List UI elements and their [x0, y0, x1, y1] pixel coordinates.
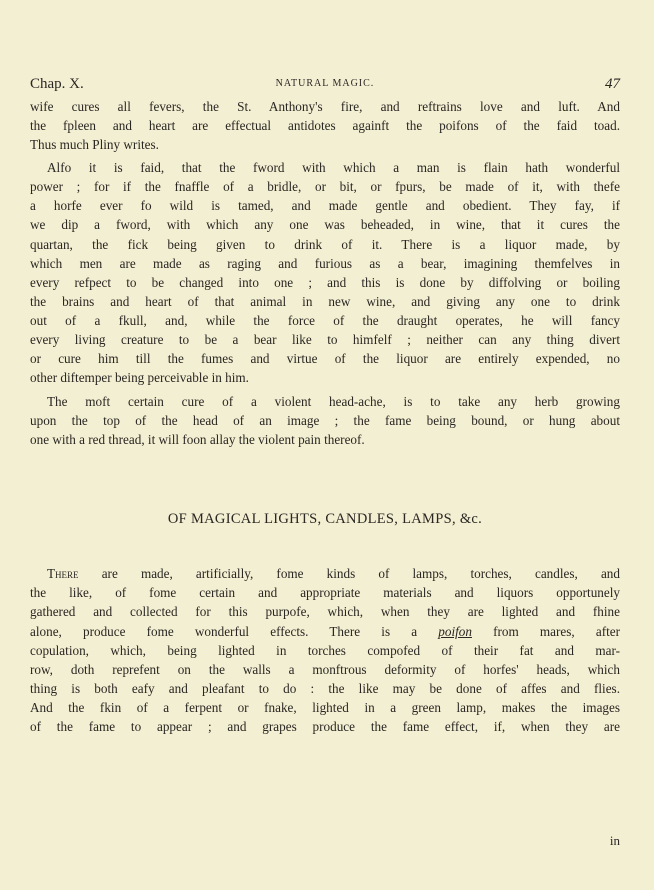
text-line: the brains and heart of that animal in new wine, and giving any one to drink: [30, 294, 620, 309]
text-line: wife cures all fevers, the St. Anthony's fire, and reftrains love and luft. And: [30, 99, 620, 114]
text-line: or cure him till the fumes and virtue of the liquor are entirely expended, no: [30, 351, 620, 366]
text-line: Thus much Pliny writes.: [30, 137, 159, 152]
text-line: every living creature to be a bear like to himfelf ; neither can any thing divert: [30, 332, 620, 347]
text-line: out of a fkull, and, while the force of the draught operates, he will fancy: [30, 313, 620, 328]
page-number: 47: [605, 76, 620, 92]
section-heading: OF MAGICAL LIGHTS, CANDLES, LAMPS, &c.: [167, 511, 483, 527]
catchword: in: [609, 833, 620, 848]
text-line: [47, 565, 620, 583]
text-line: The moft certain cure of a violent head-ache, is to take any herb growing: [47, 394, 620, 409]
text-line: copulation, which, being lighted in torches compofed of their fat and mar-: [30, 643, 620, 658]
text-segment: from mares, after: [471, 624, 620, 639]
text-line: row, doth reprefent on the walls a monftrous deformity of horfes' heads, which: [30, 662, 620, 677]
text-segment: are made, artificially, fome kinds of lamps, torches, candles, and: [78, 566, 620, 581]
text-line: we dip a fword, with which any one was beheaded, in wine, that it cures the: [30, 217, 620, 232]
text-line: [30, 623, 620, 641]
text-segment: alone, produce fome wonderful effects. There is a: [30, 624, 439, 639]
text-line: upon the top of the head of an image ; the fame being bound, or hung about: [30, 413, 620, 428]
text-line: one with a red thread, it will foon allay the violent pain thereof.: [30, 432, 365, 447]
text-line: other diftemper being perceivable in him.: [30, 370, 249, 385]
text-line: quartan, the fick being given to drink of it. There is a liquor made, by: [30, 237, 620, 252]
text-line: thing is both eafy and pleafant to do : the like may be done of affes and flies.: [30, 681, 620, 696]
text-line: of the fame to appear ; and grapes produce the fame effect, if, when they are: [30, 719, 620, 734]
page-header: [30, 76, 620, 96]
text-line: which men are made as raging and furious as a bear, imagining themfelves in: [30, 256, 620, 271]
text-line: the fpleen and heart are effectual antidotes againft the poifons of the faid toad.: [30, 118, 620, 133]
text-line: And the fkin of a ferpent or fnake, lighted in a green lamp, makes the images: [30, 700, 620, 715]
running-title: NATURAL MAGIC.: [275, 78, 375, 89]
text-line: Alfo it is faid, that the fword with which a man is flain hath wonderful: [47, 160, 620, 175]
text-line: gathered and collected for this purpofe, which, when they are lighted and fhine: [30, 604, 620, 619]
text-line: power ; for if the fnaffle of a bridle, or bit, or fpurs, be made of it, with thefe: [30, 179, 620, 194]
chapter-label: Chap. X.: [30, 76, 84, 92]
italic-word: poifon: [438, 624, 472, 639]
text-line: the like, of fome certain and appropriate materials and liquors opportunely: [30, 585, 620, 600]
drop-word: There: [47, 566, 79, 581]
text-line: every refpect to be changed into one ; and this is done by diffolving or boiling: [30, 275, 620, 290]
text-line: a horfe ever fo wild is tamed, and made gentle and obedient. They fay, if: [30, 198, 620, 213]
